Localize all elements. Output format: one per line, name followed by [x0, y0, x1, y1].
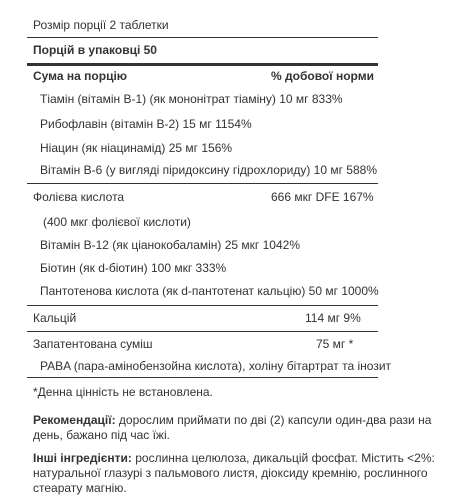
vitamin-row: Рибофлавін (вітамін B-2) 15 мг 1154% — [40, 117, 252, 131]
blend-value: 75 мг * — [316, 337, 354, 351]
other-ingredients-text: рослинна целюлоза, дикальцій фосфат. Містить <2%: натуральної глазурі з пальмового листя, діоксиду кремнію, рослинного стеарату магнію. — [33, 451, 435, 495]
vitamin-row: Вітамін B-12 (як ціанокобаламін) 25 мкг 1042% — [40, 238, 300, 252]
servings-per-container: Порцій в упаковці 50 — [33, 43, 157, 57]
folate-sub: (400 мкг фолієвої кислоти) — [43, 215, 191, 229]
blend-label: Запатентована суміш — [33, 337, 153, 351]
amount-per-serving-header: Сума на порцію — [33, 69, 128, 83]
divider — [27, 377, 378, 378]
divider — [27, 183, 378, 184]
serving-size: Розмір порції 2 таблетки — [33, 18, 169, 32]
vitamin-row: Біотин (як d-біотин) 100 мкг 333% — [40, 261, 227, 275]
recommendations-label: Рекомендації: — [33, 413, 116, 427]
divider — [27, 37, 378, 38]
calcium-label: Кальцій — [33, 311, 77, 325]
folate-value: 666 мкг DFE 167% — [271, 190, 374, 204]
other-ingredients-label: Інші інгредієнти: — [33, 451, 132, 465]
divider — [27, 305, 378, 306]
blend-ingredients: PABA (пара-амінобензойна кислота), холіну бітартрат та інозит — [40, 359, 392, 373]
divider-thick — [27, 63, 378, 66]
calcium-value: 114 мг 9% — [305, 311, 361, 325]
divider — [27, 331, 378, 332]
vitamin-row: Вітамін B-6 (у вигляді піридоксину гідрохлориду) 10 мг 588% — [40, 163, 377, 177]
footnote: *Денна цінність не встановлена. — [33, 385, 213, 399]
other-ingredients — [33, 451, 438, 496]
folate-label: Фолієва кислота — [33, 190, 125, 204]
vitamin-row: Тіамін (вітамін B-1) (як мононітрат тіаміну) 10 мг 833% — [40, 92, 343, 106]
recommendations — [33, 413, 438, 443]
recommendations-text: дорослим приймати по дві (2) капсули один-два рази на день, бажано під час їжі. — [33, 413, 432, 442]
vitamin-row: Пантотенова кислота (як d-пантотенат кальцію) 50 мг 1000% — [40, 284, 379, 298]
vitamin-row: Ніацин (як ніацинамід) 25 мг 156% — [40, 141, 233, 155]
daily-value-header: % добової норми — [271, 69, 374, 83]
